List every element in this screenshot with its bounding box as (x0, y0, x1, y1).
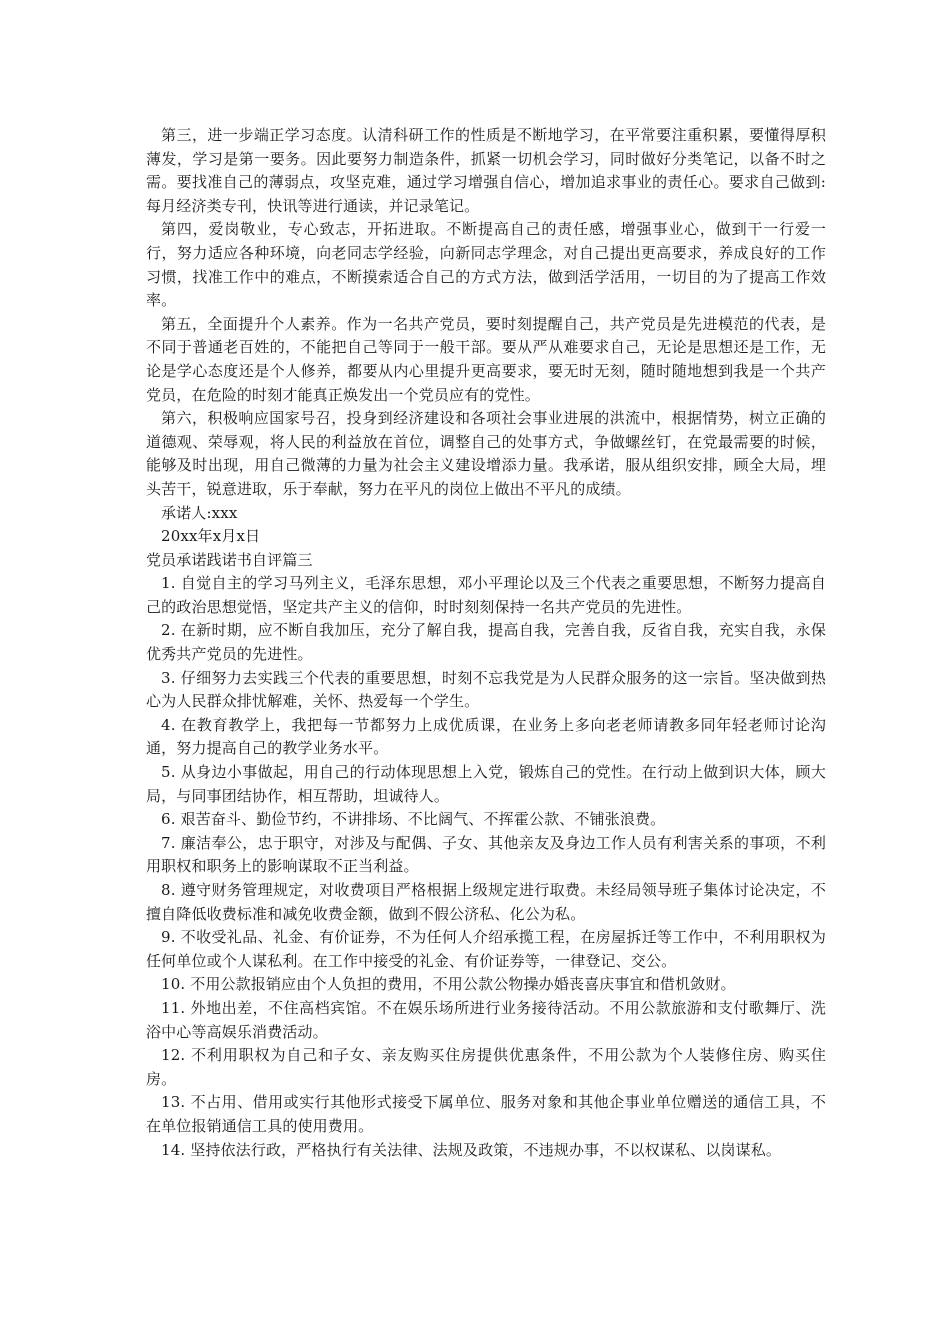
list-item: 14. 坚持依法行政，严格执行有关法律、法规及政策，不违规办事，不以权谋私、以岗谋私。 (161, 1140, 782, 1159)
section-title: 党员承诺践诺书自评篇三 (146, 550, 313, 569)
list-item: 10. 不用公款报销应由个人负担的费用，不用公款公物操办婚丧喜庆事宜和借机敛财。 (161, 975, 736, 994)
list-item: 7. 廉洁奉公，忠于职守，对涉及与配偶、子女、其他亲友及身边工作人员有利害关系的事项，不利用职权和职务上的影响谋取不正当利益。 (146, 833, 826, 876)
list-item: 8. 遵守财务管理规定，对收费项目严格根据上级规定进行取费。未经局领导班子集体讨论决定，不擅自降低收费标准和减免收费金额，做到不假公济私、化公为私。 (146, 881, 826, 923)
paragraph-fourth: 第四，爱岗敬业，专心致志，开拓进取。不断提高自己的责任感，增强事业心，做到干一行爱一行，努力适应各种环境，向老同志学经验，向新同志学理念，对自己提出更高要求，养成良好的工作习惯，找准工作中的难点，不断摸索适合自己的方式方法，做到活学活用，一切目的为了提高工作效率。 (146, 220, 826, 310)
list-item: 3. 仔细努力去实践三个代表的重要思想，时刻不忘我党是为人民群众服务的这一宗旨。坚决做到热心为人民群众排忧解难，关怀、热爱每一个学生。 (146, 668, 826, 711)
list-item: 5. 从身边小事做起，用自己的行动体现思想上入党，锻炼自己的党性。在行动上做到识大体，顾大局，与同事团结协作，相互帮助，坦诚待人。 (146, 763, 826, 805)
list-item: 13. 不占用、借用或实行其他形式接受下属单位、服务对象和其他企事业单位赠送的通信工具，不在单位报销通信工具的使用费用。 (146, 1093, 826, 1135)
list-item: 2. 在新时期，应不断自我加压，充分了解自我，提高自我，完善自我，反省自我，充实自我，永保优秀共产党员的先进性。 (146, 621, 826, 664)
list-item: 11. 外地出差，不住高档宾馆。不在娱乐场所进行业务接待活动。不用公款旅游和支付歌舞厅、洗浴中心等高娱乐消费活动。 (146, 998, 826, 1041)
paragraph-third: 第三，进一步端正学习态度。认清科研工作的性质是不断地学习，在平常要注重积累，要懂得厚积薄发，学习是第一要务。因此要努力制造条件，抓紧一切机会学习，同时做好分类笔记，以备不时之需。要找准自己的薄弱点，攻坚克难，通过学习增强自信心，增加追求事业的责任心。要求自己做到:每月经济类专刊，快讯等进行通读，并记录笔记。 (146, 126, 826, 215)
list-item: 9. 不收受礼品、礼金、有价证券，不为任何人介绍承揽工程，在房屋拆迁等工作中，不利用职权为任何单位或个人谋私利。在工作中接受的礼金、有价证券等，一律登记、交公。 (146, 928, 826, 970)
list-item: 6. 艰苦奋斗、勤俭节约，不讲排场、不比阔气、不挥霍公款、不铺张浪费。 (161, 810, 666, 829)
list-item: 1. 自觉自主的学习马列主义，毛泽东思想，邓小平理论以及三个代表之重要思想，不断努力提高自己的政治思想觉悟，坚定共产主义的信仰，时时刻刻保持一名共产党员的先进性。 (146, 574, 826, 616)
list-item: 4. 在教育教学上，我把每一节都努力上成优质课，在业务上多向老老师请教多同年轻老师讨论沟通，努力提高自己的教学业务水平。 (146, 715, 826, 758)
paragraph-sixth: 第六，积极响应国家号召，投身到经济建设和各项社会事业进展的洪流中，根据情势，树立正确的道德观、荣辱观，将人民的利益放在首位，调整自己的处事方式，争做螺丝钉，在党最需要的时候，能够及时出现，用自己微薄的力量为社会主义建设增添力量。我承诺，服从组织安排，顾全大局，埋头苦干，锐意进取，乐于奉献，努力在平凡的岗位上做出不平凡的成绩。 (146, 409, 826, 498)
document-body (146, 124, 826, 1162)
paragraph-fifth: 第五，全面提升个人素养。作为一名共产党员，要时刻提醒自己，共产党员是先进模范的代表，是不同于普通老百姓的，不能把自己等同于一般干部。要从严从难要求自己，无论是思想还是工作，无论是学心态度还是个人修养，都要从内心里提升更高要求，要无时无刻，随时随地想到我是一个共产党员，在危险的时刻才能真正焕发出一个党员应有的党性。 (146, 314, 826, 404)
date-line: 20xx年x月x日 (161, 527, 261, 546)
list-item: 12. 不利用职权为自己和子女、亲友购买住房提供优惠条件，不用公款为个人装修住房、购买住房。 (146, 1046, 826, 1088)
signer-line: 承诺人:xxx (161, 503, 238, 522)
